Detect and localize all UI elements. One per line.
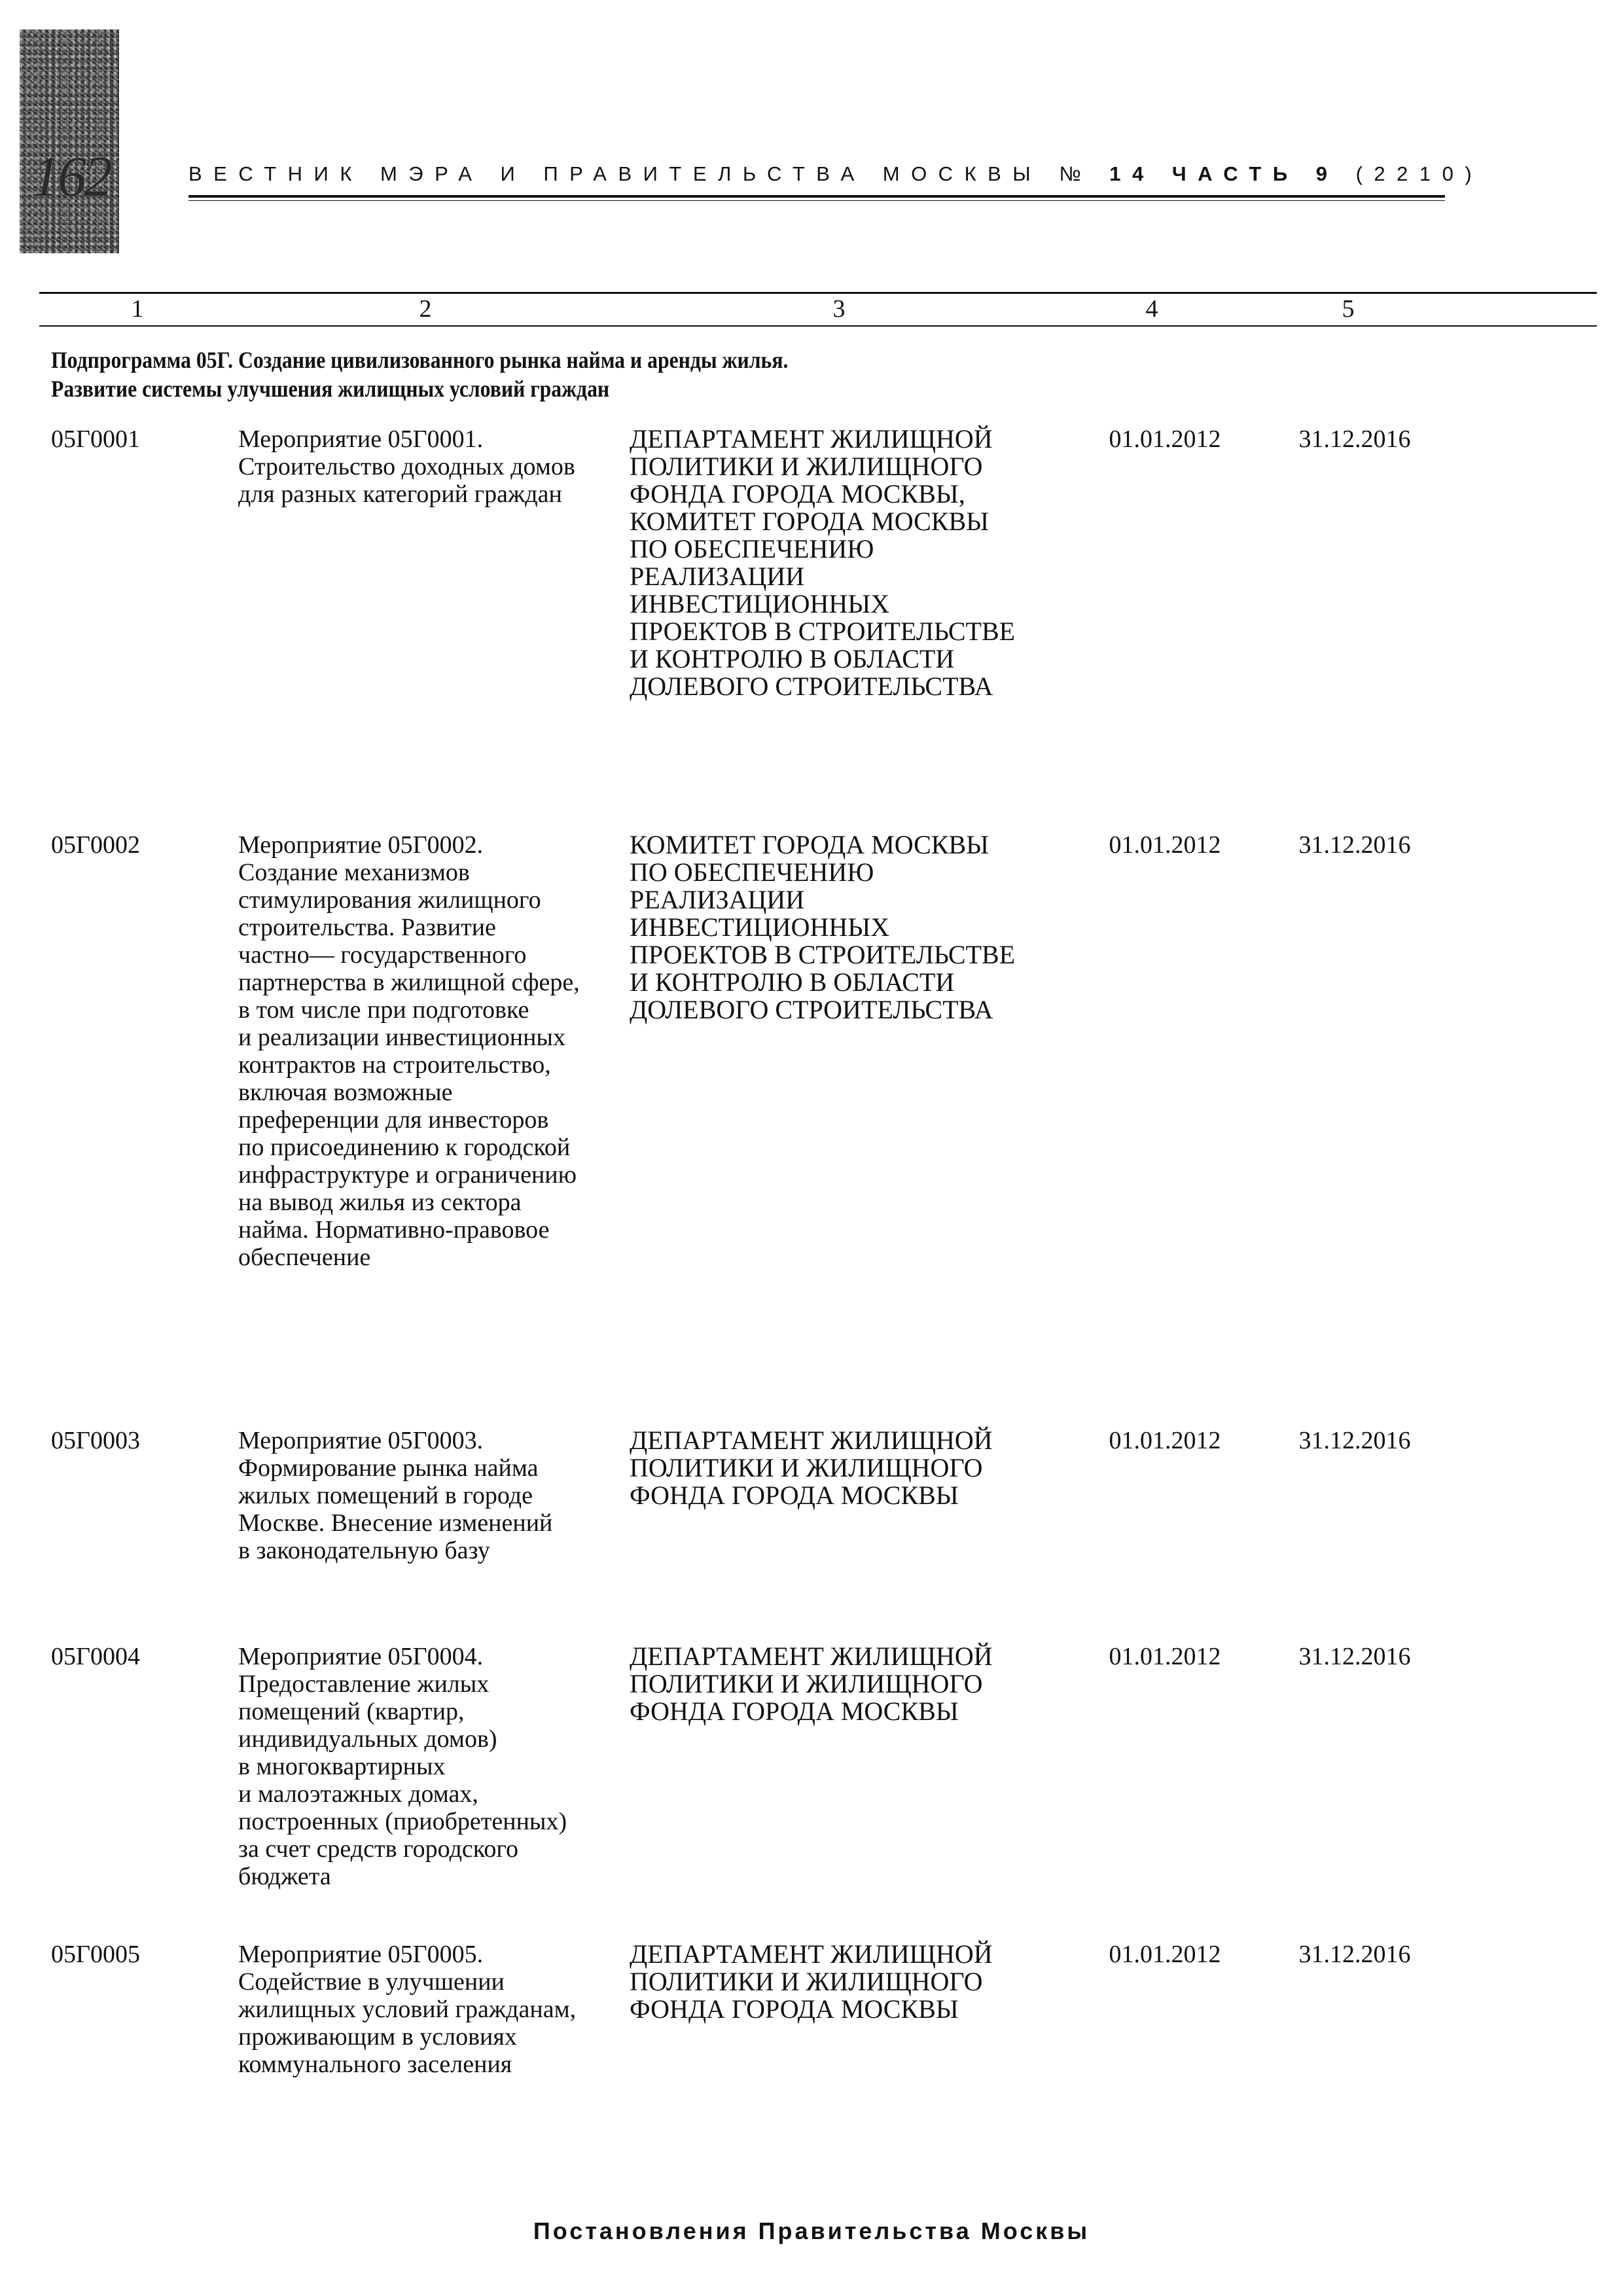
organization-line: И КОНТРОЛЮ В ОБЛАСТИ [630,644,955,673]
start-date: 01.01.2012 [1109,1427,1221,1454]
measure-title-line: в законодательную базу [238,1537,490,1564]
responsible-organization [630,1643,1048,1725]
end-date: 31.12.2016 [1298,1643,1411,1670]
measure-title-line: найма. Нормативно-правовое [238,1216,550,1244]
measure-title-line: Формирование рынка найма [238,1454,539,1482]
column-number-1: 1 [131,295,144,323]
page-number: 162 [31,145,110,209]
column-number-4: 4 [1145,295,1158,323]
measure-title-line: Мероприятие 05Г0005. [238,1941,484,1968]
measure-title-line: в многоквартирных [238,1753,446,1780]
organization-line: ДЕПАРТАМЕНТ ЖИЛИЩНОЙ [630,1641,993,1671]
measure-title-line: строительства. Развитие [238,914,496,941]
responsible-organization [630,1941,1048,2023]
organization-line: КОМИТЕТ ГОРОДА МОСКВЫ [630,507,990,536]
organization-line: ПО ОБЕСПЕЧЕНИЮ [630,534,874,564]
measure-title-line: жилищных условий гражданам, [238,1996,577,2023]
measure-title [238,831,618,1271]
measure-title [238,425,618,508]
organization-line: ФОНДА ГОРОДА МОСКВЫ [630,1480,959,1510]
measure-title-line: обеспечение [238,1244,371,1271]
journal-masthead [188,162,1484,186]
measure-title-line: и малоэтажных домах, [238,1780,478,1808]
organization-line: КОМИТЕТ ГОРОДА МОСКВЫ [630,830,990,859]
responsible-organization [630,425,1048,700]
organization-line: ДОЛЕВОГО СТРОИТЕЛЬСТВА [630,672,993,701]
column-number-2: 2 [419,295,432,323]
subprogram-title-line-2: Развитие системы улучшения жилищных условий граждан [51,376,610,402]
organization-line: ДЕПАРТАМЕНТ ЖИЛИЩНОЙ [630,1426,993,1455]
table-top-rule [39,292,1597,294]
start-date: 01.01.2012 [1109,1643,1221,1670]
measure-title [238,1941,618,2078]
measure-title-line: Предоставление жилых [238,1670,490,1698]
end-date: 31.12.2016 [1298,1941,1411,1968]
end-date: 31.12.2016 [1298,425,1411,453]
measure-title-line: индивидуальных домов) [238,1725,497,1753]
organization-line: ПРОЕКТОВ В СТРОИТЕЛЬСТВЕ [630,940,1016,969]
table-header-rule [39,325,1597,327]
measure-title-line: для разных категорий граждан [238,480,562,508]
measure-title-line: на вывод жилья из сектора [238,1189,522,1216]
organization-line: ФОНДА ГОРОДА МОСКВЫ [630,1696,959,1726]
responsible-organization [630,1427,1048,1509]
measure-title-line: Мероприятие 05Г0004. [238,1643,484,1670]
measure-title-line: контрактов на строительство, [238,1051,551,1079]
organization-line: И КОНТРОЛЮ В ОБЛАСТИ [630,967,955,997]
measure-title-line: партнерства в жилищной сфере, [238,969,580,996]
organization-line: ДОЛЕВОГО СТРОИТЕЛЬСТВА [630,995,993,1024]
measure-title-line: Создание механизмов [238,859,470,886]
measure-title-line: построенных (приобретенных) [238,1808,567,1835]
column-number-5: 5 [1342,295,1355,323]
organization-line: ПРОЕКТОВ В СТРОИТЕЛЬСТВЕ [630,617,1016,646]
column-number-3: 3 [832,295,846,323]
measure-title-line: в том числе при подготовке [238,996,529,1024]
measure-title-line: Мероприятие 05Г0001. [238,425,484,453]
organization-line: РЕАЛИЗАЦИИ [630,562,805,591]
part-label: ЧАСТЬ 9 [1171,162,1339,185]
measure-title-line: инфраструктуре и ограничению [238,1161,577,1189]
measure-code: 05Г0001 [51,425,140,453]
organization-line: ИНВЕСТИЦИОННЫХ [630,589,890,619]
measure-title [238,1427,618,1564]
page-footer: Постановления Правительства Москвы [533,2217,1090,2244]
start-date: 01.01.2012 [1109,425,1221,453]
measure-title-line: по присоединению к городской [238,1134,571,1161]
measure-code: 05Г0003 [51,1427,140,1454]
responsible-organization [630,831,1048,1024]
organization-line: ДЕПАРТАМЕНТ ЖИЛИЩНОЙ [630,424,993,454]
measure-title-line: Мероприятие 05Г0002. [238,831,484,859]
measure-title [238,1643,618,1890]
journal-title: ВЕСТНИК МЭРА И ПРАВИТЕЛЬСТВА МОСКВЫ [188,162,1043,185]
organization-line: ПО ОБЕСПЕЧЕНИЮ [630,857,874,887]
measure-title-line: за счет средств городского [238,1835,518,1863]
organization-line: ИНВЕСТИЦИОННЫХ [630,912,890,942]
start-date: 01.01.2012 [1109,831,1221,859]
measure-title-line: Содействие в улучшении [238,1968,505,1996]
organization-line: ПОЛИТИКИ И ЖИЛИЩНОГО [630,1669,983,1698]
end-date: 31.12.2016 [1298,831,1411,859]
measure-title-line: бюджета [238,1863,331,1890]
measure-title-line: включая возможные [238,1079,453,1106]
organization-line: ФОНДА ГОРОДА МОСКВЫ, [630,479,965,509]
organization-line: ФОНДА ГОРОДА МОСКВЫ [630,1994,959,2024]
subprogram-title-line-1: Подпрограмма 05Г. Создание цивилизованного рынка найма и аренды жилья. [51,347,789,373]
measure-code: 05Г0002 [51,831,140,859]
measure-title-line: Строительство доходных домов [238,453,575,480]
organization-line: ПОЛИТИКИ И ЖИЛИЩНОГО [630,1967,983,1996]
page-number-block [20,29,119,253]
organization-line: РЕАЛИЗАЦИИ [630,885,805,914]
organization-line: ДЕПАРТАМЕНТ ЖИЛИЩНОЙ [630,1939,993,1969]
measure-title-line: преференции для инвесторов [238,1106,549,1134]
serial-number: (2210) [1355,162,1484,185]
measure-title-line: и реализации инвестиционных [238,1024,565,1051]
measure-title-line: частно— государственного [238,941,527,969]
end-date: 31.12.2016 [1298,1427,1411,1454]
measure-title-line: коммунального заселения [238,2051,512,2078]
measure-title-line: жилых помещений в городе [238,1482,533,1509]
measure-title-line: Мероприятие 05Г0003. [238,1427,484,1454]
issue-label: № [1059,162,1093,185]
measure-code: 05Г0004 [51,1643,140,1670]
measure-code: 05Г0005 [51,1941,140,1968]
organization-line: ПОЛИТИКИ И ЖИЛИЩНОГО [630,452,983,481]
measure-title-line: Москве. Внесение изменений [238,1509,553,1537]
masthead-rule-thin [188,200,1445,201]
masthead-rule [188,195,1445,198]
measure-title-line: проживающим в условиях [238,2023,517,2051]
organization-line: ПОЛИТИКИ И ЖИЛИЩНОГО [630,1453,983,1482]
measure-title-line: стимулирования жилищного [238,886,541,914]
measure-title-line: помещений (квартир, [238,1698,465,1725]
subprogram-title [51,346,1203,403]
start-date: 01.01.2012 [1109,1941,1221,1968]
issue-number: 14 [1109,162,1155,185]
